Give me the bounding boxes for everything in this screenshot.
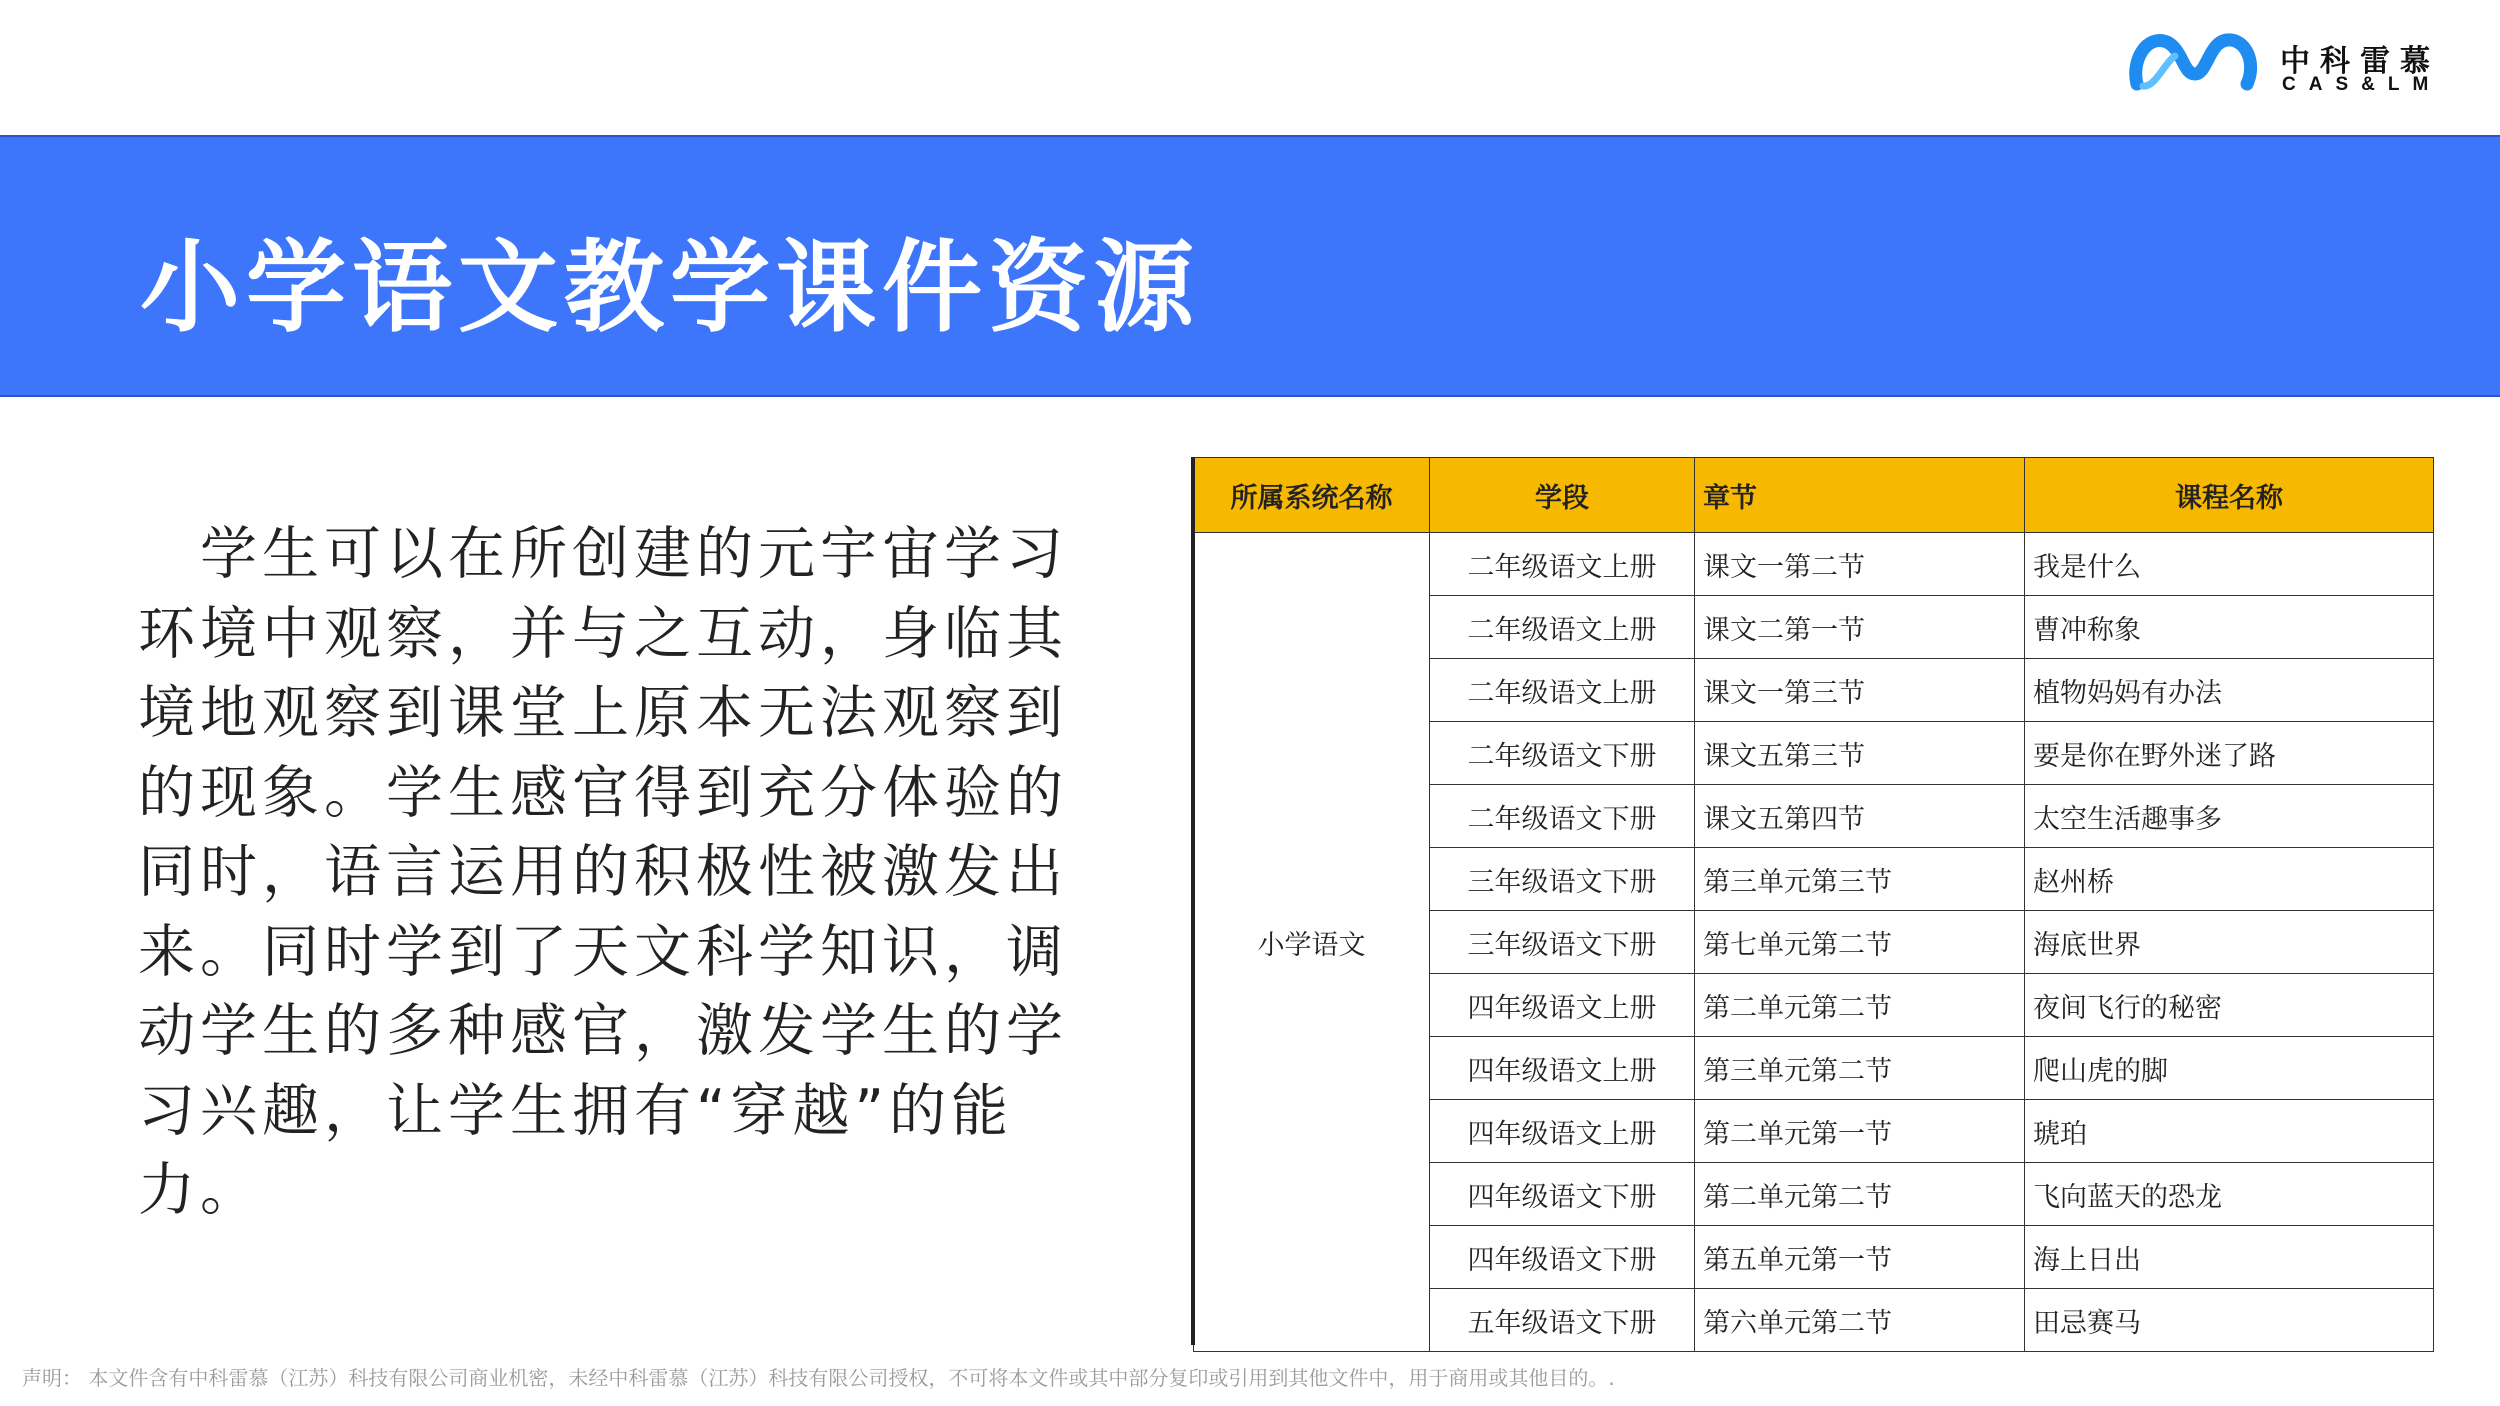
chapter-cell: 课文一第二节	[1695, 533, 2025, 596]
page-title: 小学语文教学课件资源	[140, 229, 1200, 346]
course-cell: 海底世界	[2025, 911, 2434, 974]
footer-disclaimer: 声明： 本文件含有中科雷慕（江苏）科技有限公司商业机密，未经中科雷慕（江苏）科技有限公司授权，不可将本文件或其中部分复印或引用到其他文件中，用于商用或其他目的。.	[22, 1366, 1615, 1390]
course-cell: 植物妈妈有办法	[2025, 659, 2434, 722]
chapter-cell: 课文二第一节	[1695, 596, 2025, 659]
grade-cell: 四年级语文上册	[1430, 974, 1695, 1037]
chapter-cell: 课文五第三节	[1695, 722, 2025, 785]
course-cell: 曹冲称象	[2025, 596, 2434, 659]
chapter-cell: 第三单元第二节	[1695, 1037, 2025, 1100]
course-cell: 我是什么	[2025, 533, 2434, 596]
course-cell: 爬山虎的脚	[2025, 1037, 2434, 1100]
course-cell: 要是你在野外迷了路	[2025, 722, 2434, 785]
course-cell: 琥珀	[2025, 1100, 2434, 1163]
chapter-cell: 第二单元第二节	[1695, 974, 2025, 1037]
course-cell: 田忌赛马	[2025, 1289, 2434, 1352]
header-chapter: 章节	[1695, 458, 2025, 533]
grade-cell: 二年级语文上册	[1430, 533, 1695, 596]
chapter-cell: 课文五第四节	[1695, 785, 2025, 848]
grade-cell: 二年级语文上册	[1430, 596, 1695, 659]
header-course: 课程名称	[2025, 458, 2434, 533]
brand-logo	[2125, 22, 2485, 112]
grade-cell: 四年级语文下册	[1430, 1226, 1695, 1289]
logo-mark-icon	[2125, 22, 2265, 102]
course-cell: 海上日出	[2025, 1226, 2434, 1289]
chapter-cell: 第二单元第二节	[1695, 1163, 2025, 1226]
chapter-cell: 第五单元第一节	[1695, 1226, 2025, 1289]
grade-cell: 四年级语文下册	[1430, 1163, 1695, 1226]
course-cell: 夜间飞行的秘密	[2025, 974, 2434, 1037]
description-paragraph: 学生可以在所创建的元宇宙学习环境中观察，并与之互动，身临其境地观察到课堂上原本无法观察到的现象。学生感官得到充分体验的同时，语言运用的积极性被激发出来。同时学到了天文科学知识，调动学生的多种感官，激发学生的学习兴趣，让学生拥有“穿越”的能力。	[138, 521, 1068, 1223]
logo-name-en: CAS&LM	[2282, 74, 2442, 95]
header-system: 所属系统名称	[1194, 458, 1430, 533]
chapter-cell: 第六单元第二节	[1695, 1289, 2025, 1352]
grade-cell: 四年级语文上册	[1430, 1100, 1695, 1163]
logo-name-cn: 中科雷慕	[2280, 44, 2440, 79]
system-cell: 小学语文	[1194, 533, 1430, 1352]
course-cell: 飞向蓝天的恐龙	[2025, 1163, 2434, 1226]
chapter-cell: 课文一第三节	[1695, 659, 2025, 722]
course-cell: 赵州桥	[2025, 848, 2434, 911]
grade-cell: 二年级语文下册	[1430, 722, 1695, 785]
table-left-border	[1191, 457, 1195, 1345]
grade-cell: 五年级语文下册	[1430, 1289, 1695, 1352]
grade-cell: 二年级语文上册	[1430, 659, 1695, 722]
chapter-cell: 第三单元第三节	[1695, 848, 2025, 911]
grade-cell: 三年级语文下册	[1430, 848, 1695, 911]
grade-cell: 三年级语文下册	[1430, 911, 1695, 974]
table-row	[1194, 533, 2434, 596]
course-table	[1193, 457, 2433, 1345]
chapter-cell: 第二单元第一节	[1695, 1100, 2025, 1163]
grade-cell: 二年级语文下册	[1430, 785, 1695, 848]
course-cell: 太空生活趣事多	[2025, 785, 2434, 848]
header-grade: 学段	[1430, 458, 1695, 533]
grade-cell: 四年级语文上册	[1430, 1037, 1695, 1100]
table-header-row	[1194, 458, 2434, 533]
chapter-cell: 第七单元第二节	[1695, 911, 2025, 974]
title-banner	[0, 135, 2500, 397]
